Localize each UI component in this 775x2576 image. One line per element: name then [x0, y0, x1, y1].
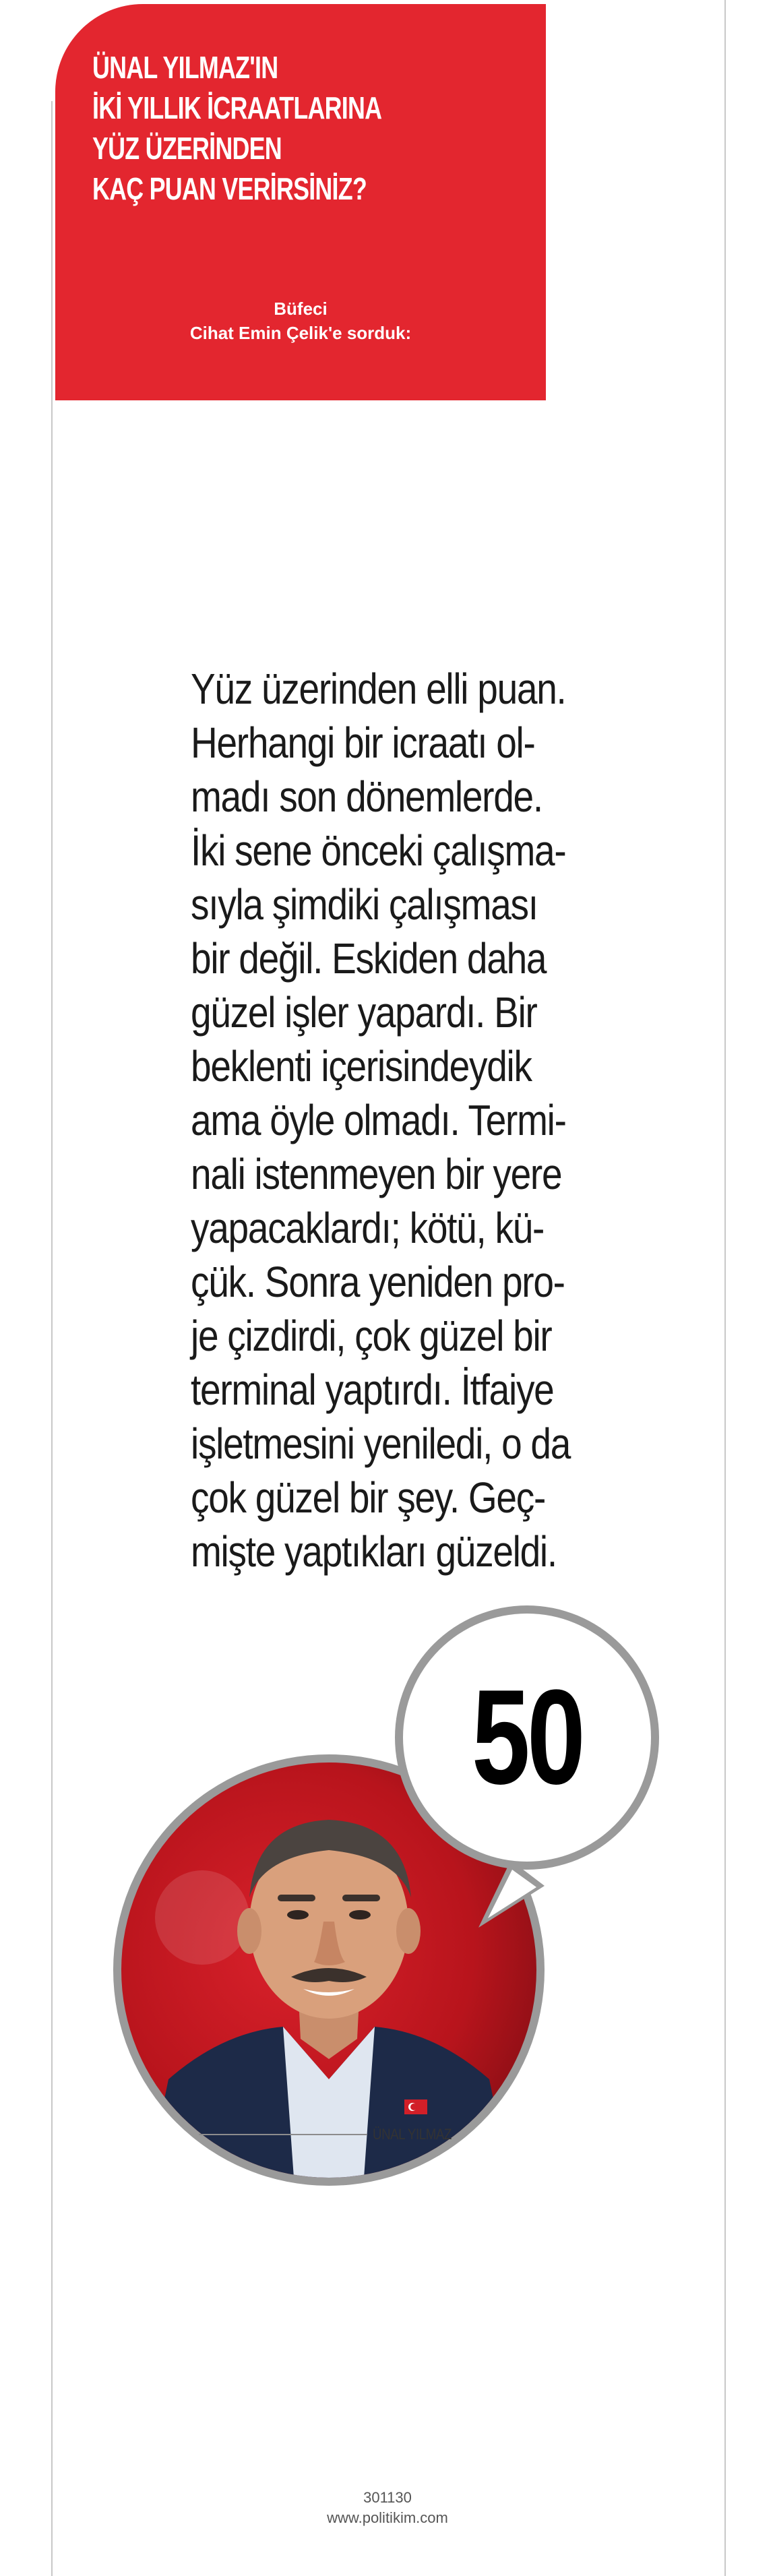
footer	[303, 2488, 472, 2528]
page-border-left	[51, 101, 53, 2576]
quote-line: sıyla şimdiki çalışması	[191, 880, 538, 929]
footer-code: 301130	[363, 2489, 412, 2506]
quote-line: İki sene önceki çalışma-	[191, 826, 566, 875]
score-value: 50	[471, 1662, 583, 1812]
headline-line: İKİ YILLIK İCRAATLARINA	[92, 90, 382, 125]
quote-line: Yüz üzerinden elli puan.	[191, 665, 566, 713]
quote-line: Herhangi bir icraatı ol-	[191, 718, 535, 767]
headline-line: KAÇ PUAN VERİRSİNİZ?	[92, 171, 367, 206]
quote-line: yapacaklardı; kötü, kü-	[191, 1204, 545, 1252]
quote-line: güzel işler yapardı. Bir	[191, 988, 537, 1037]
headline-line: YÜZ ÜZERİNDEN	[92, 131, 282, 166]
interviewee-intro	[55, 297, 546, 345]
interviewee-name: Cihat Emin Çelik'e sorduk:	[189, 323, 412, 343]
quote-line: beklenti içerisindeydik	[191, 1042, 532, 1091]
page-border-right	[724, 0, 726, 2576]
caption-divider	[199, 2134, 367, 2135]
quote-body	[191, 662, 622, 1578]
quote-line: je çizdirdi, çok güzel bir	[191, 1312, 552, 1360]
footer-website: www.politikim.com	[327, 2509, 448, 2526]
headline-line: ÜNAL YILMAZ'IN	[92, 50, 278, 85]
quote-line: çok güzel bir şey. Geç-	[191, 1473, 546, 1522]
quote-line: çük. Sonra yeniden pro-	[191, 1258, 565, 1306]
headline	[92, 47, 418, 209]
interviewee-profession: Büfeci	[274, 299, 328, 319]
quote-line: mişte yaptıkları güzeldi.	[191, 1527, 557, 1576]
quote-line: terminal yaptırdı. İtfaiye	[191, 1366, 554, 1414]
quote-line: bir değil. Eskiden daha	[191, 934, 547, 983]
quote-line: madı son dönemlerde.	[191, 772, 542, 821]
quote-line: işletmesini yeniledi, o da	[191, 1419, 571, 1468]
quote-line: ama öyle olmadı. Termi-	[191, 1096, 566, 1144]
quote-line: nali istenmeyen bir yere	[191, 1150, 562, 1198]
photo-caption: ÜNAL YILMAZ	[373, 2126, 452, 2143]
